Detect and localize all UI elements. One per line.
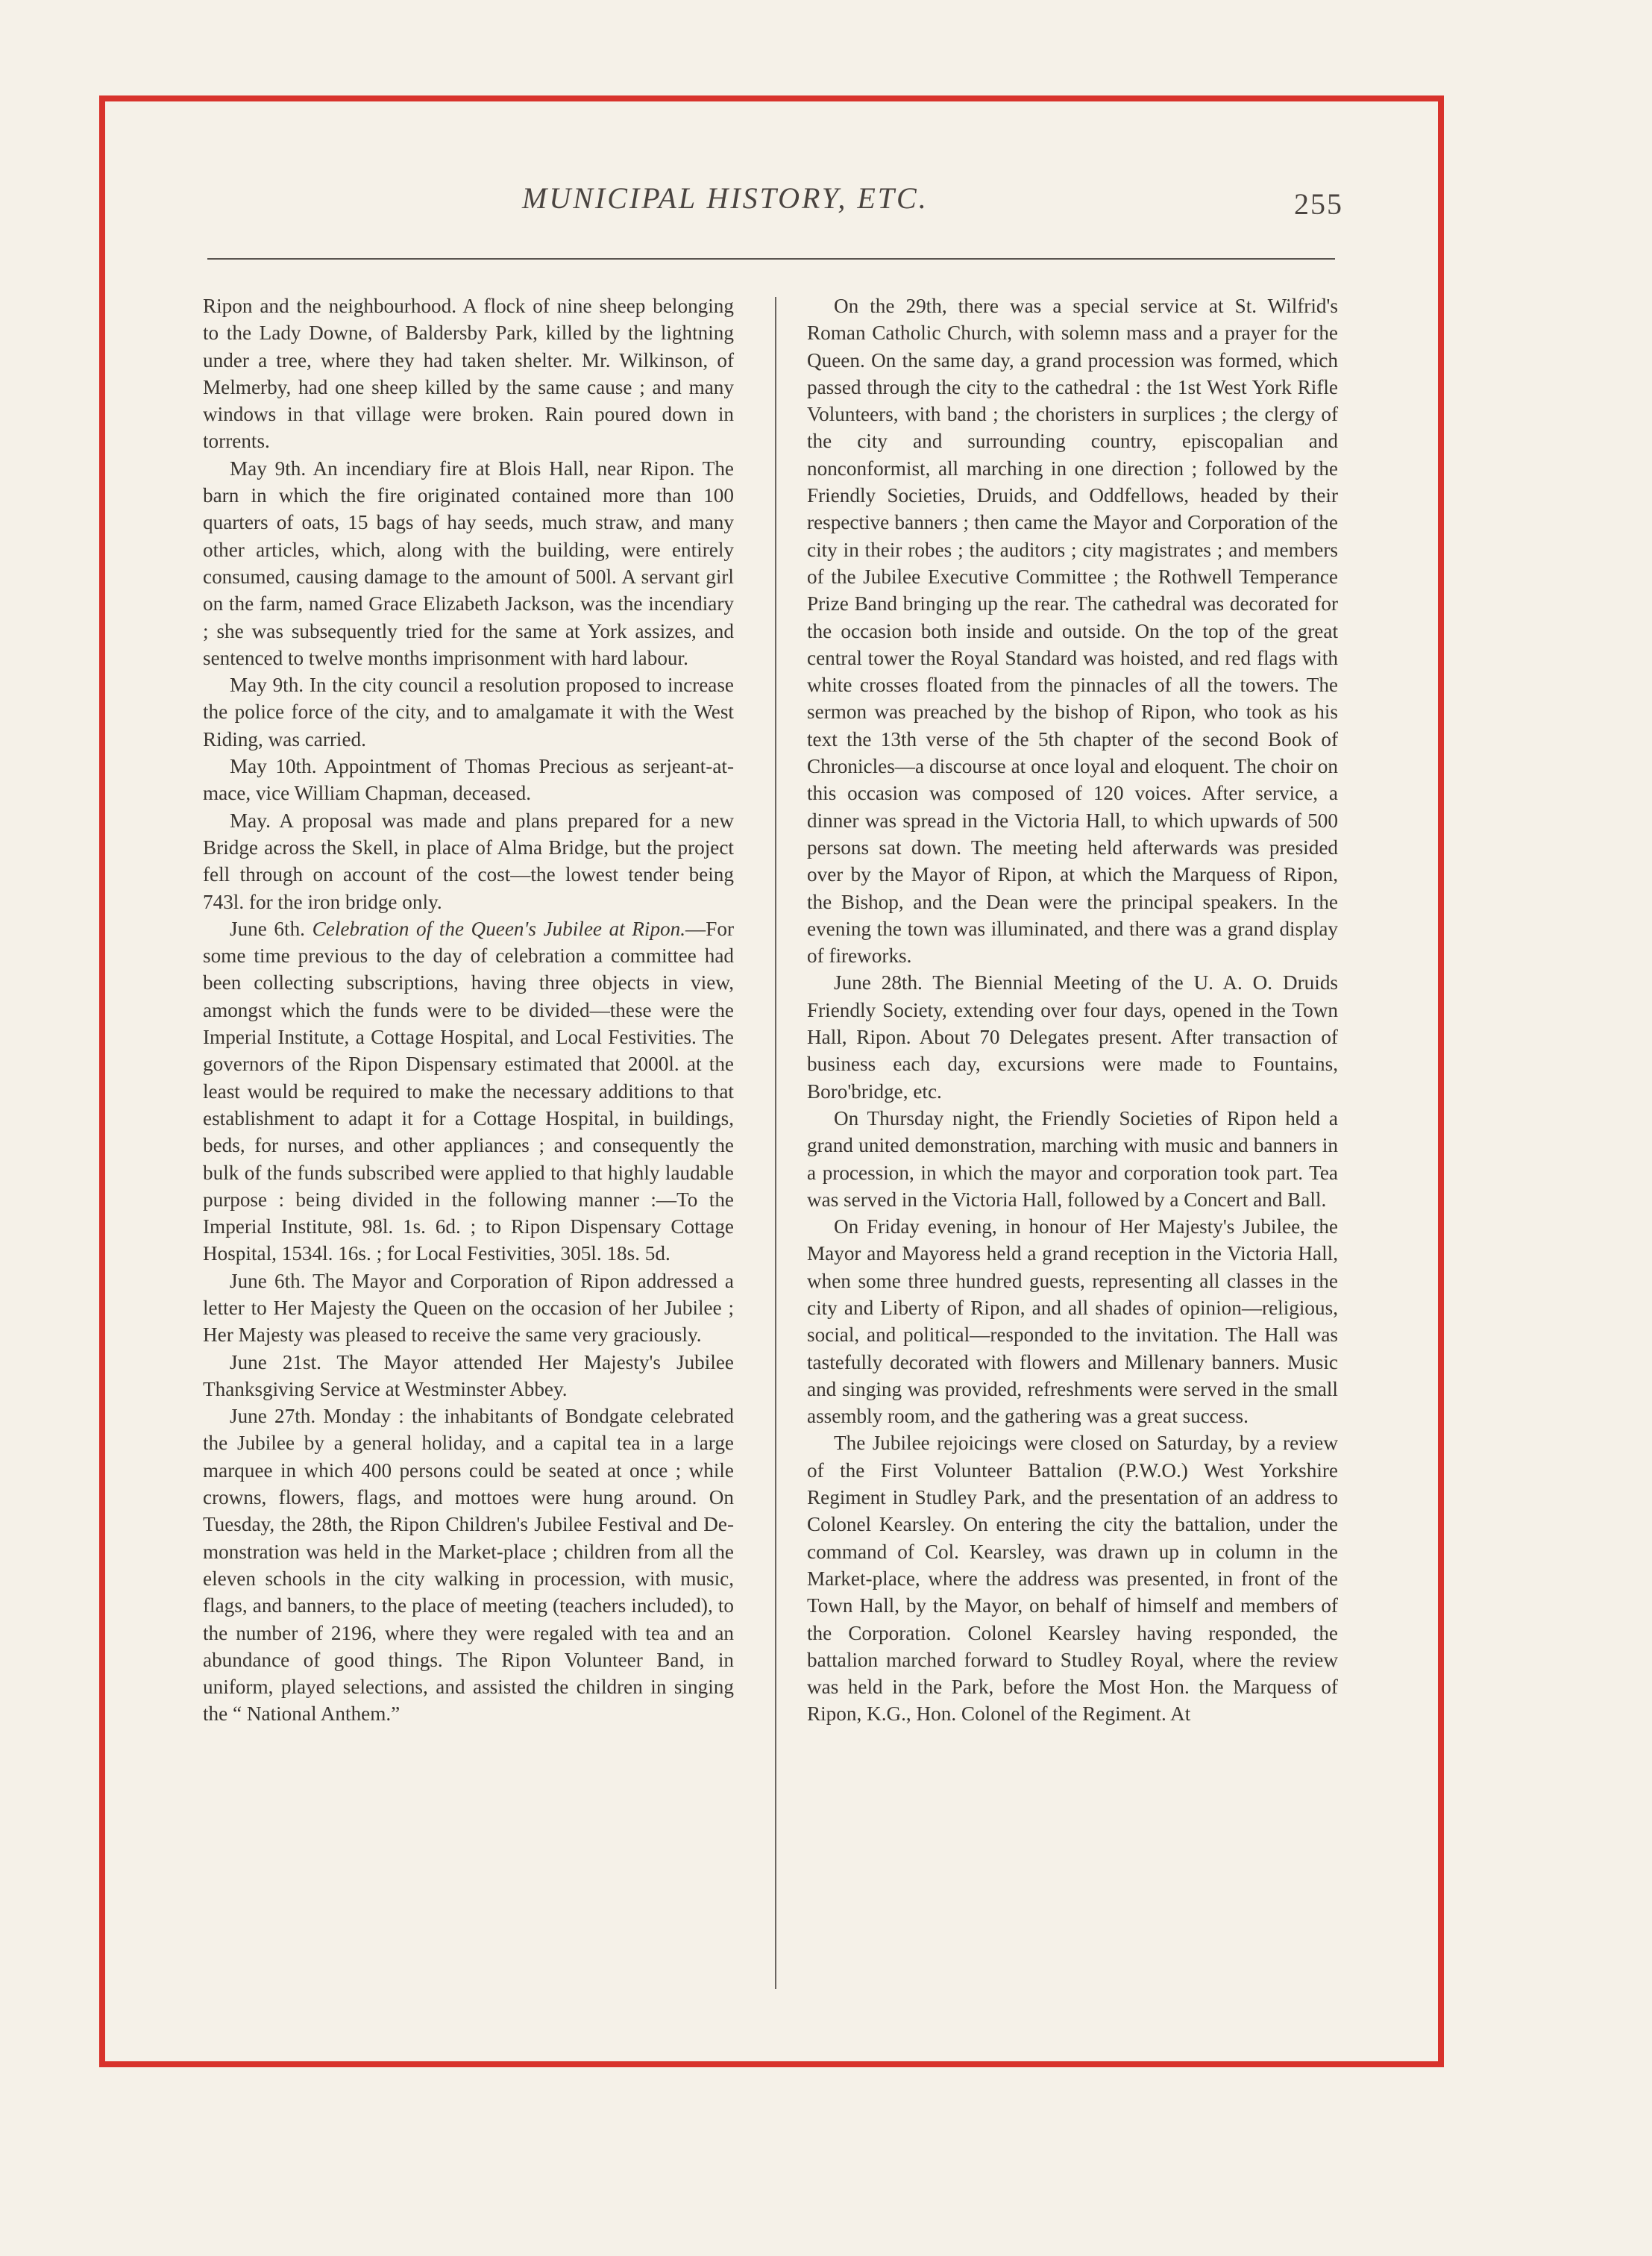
paragraph-date: June 6th. bbox=[230, 917, 305, 940]
paragraph-june-28-druids: June 28th. The Biennial Meeting of the U. A. O. Druids Friendly Society, extending over four days, opened in the Town Hall, Ripon. About 70 Delegates present. After transaction of business each day, excursions were made to Fountains, Boro'bridge, etc. bbox=[807, 971, 1338, 1103]
paragraph-june-6-jubilee bbox=[203, 915, 734, 1268]
paragraph-june-21: June 21st. The Mayor attended Her Majesty's Jubilee Thanksgiving Service at Westminster Abbey. bbox=[203, 1350, 734, 1400]
paragraph-thursday: On Thursday night, the Friendly Societies of Ripon held a grand united demonstration, marching with music and banners in a procession, in which the mayor and corporation took part. Tea was served in the Victoria Hall, followed by a Concert and Ball. bbox=[807, 1106, 1338, 1211]
paragraph-saturday: The Jubilee rejoicings were closed on Saturday, by a review of the First Volunteer Battalion (P.W.O.) West Yorkshire Regiment in Studley Park, and the presentation of an address to Colonel Kearsley. On entering the city the battalion, under the command of Col. Kearsley, was drawn up in column in the Market-place, where the address was presented, in front of the Town Hall, by the Mayor, on behalf of himself and members of the Corporation. Colonel Kearsley having responded, the battalion marched forward to Studley Royal, where the review was held in the Park, before the Most Hon. the Marquess of Ripon, K.G., Hon. Colonel of the Regiment. At bbox=[807, 1432, 1338, 1726]
paragraph-june-27: June 27th. Monday : the inhabitants of Bondgate celebrated the Jubilee by a general holiday, and a capital tea in a large marquee in which 400 persons could be seated at once ; while crowns, flowers, flags, and mottoes were hung around. On Tuesday, the 28th, the Ripon Children's Jubilee Festival and Demonstration was held in the Market-place ; children from all the eleven schools in the city walking in procession, with music, flags, and banners, to the place of meeting (teachers included), to the number of 2196, where they were regaled with tea and an abundance of good things. The Ripon Volunteer Band, in uniform, played selections, and assisted the children in singing the “ National Anthem.” bbox=[203, 1405, 734, 1726]
paragraph-may-9-council: May 9th. In the city council a resolution proposed to increase the police force of the city, and to amalgamate it with the West Riding, was carried. bbox=[203, 674, 734, 751]
paragraph-friday: On Friday evening, in honour of Her Majesty's Jubilee, the Mayor and Mayoress held a grand reception in the Victoria Hall, when some three hundred guests, representing all classes in the city and Liberty of Ripon, and all shades of opinion—religious, social, and political—responded to the invitation. The Hall was tastefully decorated with flowers and Millenary banners. Music and singing was provided, refreshments were served in the small assembly room, and the gathering was a great success. bbox=[807, 1215, 1338, 1428]
paragraph-may-10: May 10th. Appointment of Thomas Precious as serjeant-at-mace, vice William Chapman, deceased. bbox=[203, 755, 734, 805]
paragraph-continued: Ripon and the neighbourhood. A flock of nine sheep belonging to the Lady Downe, of Baldersby Park, killed by the lightning under a tree, where they had taken shelter. Mr. Wilkinson, of Melmerby, had one sheep killed by the same cause ; and many windows in that village were broken. Rain poured down in torrents. bbox=[203, 295, 734, 453]
paragraph-may-bridge: May. A proposal was made and plans prepared for a new Bridge across the Skell, in place of Alma Bridge, but the project fell through on account of the cost—the lowest tender being 743l. for the iron bridge only. bbox=[203, 809, 734, 913]
column-divider bbox=[775, 297, 776, 1989]
paragraph-june-6-letter: June 6th. The Mayor and Corporation of Ripon addressed a letter to Her Majesty the Queen on the occasion of her Jubilee ; Her Majesty was pleased to receive the same very graciously. bbox=[203, 1269, 734, 1347]
paragraph-body: —For some time previous to the day of celebration a committee had been collecting subscriptions, having three objects in view, amongst which the funds were to be divided—these were the Imperial Institute, a Cottage Hospital, and Local Festivities. The governors of the Ripon Dispensary estimated that 2000l. at the least would be required to make the necessary additions to that establishment to adapt it for a Cottage Hospital, in buildings, beds, for nurses, and other appliances ; and consequently the bulk of the funds subscribed were applied to that highly laudable purpose : being divided in the following manner :—To the Imperial Institute, 98l. 1s. 6d. ; to Ripon Dispensary Cottage Hospital, 1534l. 16s. ; for Local Festivities, 305l. 18s. 5d. bbox=[203, 917, 735, 1265]
running-title: MUNICIPAL HISTORY, ETC. bbox=[522, 181, 929, 215]
page-number: 255 bbox=[1294, 187, 1343, 221]
left-column bbox=[203, 292, 734, 1728]
header-rule bbox=[207, 258, 1335, 260]
paragraph-june-29: On the 29th, there was a special service at St. Wilfrid's Roman Catholic Church, with solemn mass and a prayer for the Queen. On the same day, a grand procession was formed, which passed through the city to the cathedral : the 1st West York Rifle Volunteers, with band ; the choristers in surplices ; the clergy of the city and surrounding country, episcopalian and nonconformist, all marching in one direction ; followed by the Friendly Societies, Druids, and Oddfellows, headed by their respective banners ; then came the Mayor and Corporation of the city in their robes ; the auditors ; city magistrates ; and members of the Jubilee Executive Committee ; the Rothwell Temperance Prize Band bringing up the rear. The cathedral was decorated for the occasion both inside and outside. On the top of the great central tower the Royal Standard was hoisted, and red flags with white crosses floated from the pinnacles of all the towers. The sermon was preached by the bishop of Ripon, who took as his text the 13th verse of the 5th chapter of the second Book of Chronicles—a discourse at once loyal and eloquent. The choir on this occasion was composed of 120 voices. After service, a dinner was spread in the Victoria Hall, to which upwards of 500 persons sat down. The meeting held afterwards was presided over by the Mayor of Ripon, at which the Marquess of Ripon, the Bishop, and the Dean were the principal speakers. In the evening the town was illuminated, and there was a grand display of fireworks. bbox=[807, 295, 1338, 968]
right-column bbox=[807, 292, 1338, 1728]
section-title: Celebration of the Queen's Jubilee at Ripon. bbox=[312, 917, 686, 940]
paragraph-may-9-fire: May 9th. An incendiary fire at Blois Hall, near Ripon. The barn in which the fire originated contained more than 100 quarters of oats, 15 bags of hay seeds, much straw, and many other articles, which, along with the building, were entirely consumed, causing damage to the amount of 500l. A servant girl on the farm, named Grace Elizabeth Jackson, was the incendiary ; she was subsequently tried for the same at York assizes, and sentenced to twelve months imprisonment with hard labour. bbox=[203, 457, 734, 669]
